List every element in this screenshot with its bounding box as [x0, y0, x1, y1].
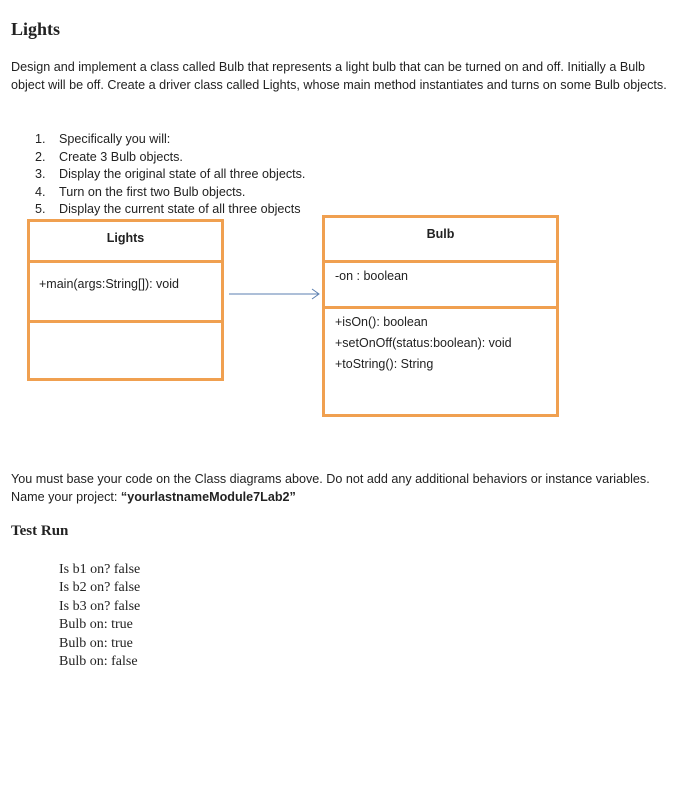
output-line: Bulb on: true: [59, 617, 133, 633]
list-text: Display the current state of all three objects: [59, 202, 301, 217]
intro-paragraph: Design and implement a class called Bulb that represents a light bulb that can be turned on and off. Initially a Bulb object will be off. Create a driver class called Lights, whose main method instantiates and turns on some Bulb objects.: [11, 60, 667, 92]
lights-class-name: Lights: [106, 231, 145, 245]
output-line: Bulb on: true: [59, 635, 133, 651]
bulb-attribute: -on : boolean: [335, 269, 408, 283]
list-text: Turn on the first two Bulb objects.: [59, 184, 246, 199]
list-text: Display the original state of all three objects.: [59, 167, 306, 182]
instructions-paragraph: [11, 470, 681, 506]
lights-method-divider: [30, 320, 221, 323]
test-run-output: [59, 561, 140, 671]
list-item: [35, 184, 305, 202]
list-item: [35, 166, 305, 184]
bulb-method: +toString(): String: [335, 357, 434, 371]
bulb-class-box: [322, 215, 559, 417]
bulb-attribute-divider: [325, 306, 556, 309]
list-item: [35, 131, 305, 149]
project-name: “yourlastnameModule7Lab2”: [120, 490, 296, 504]
bulb-method: +isOn(): boolean: [335, 315, 428, 329]
output-line: Is b2 on? false: [59, 580, 141, 596]
instructions-text: You must base your code on the Class diagrams above. Do not add any additional behaviors or instance variables. Name your project:: [11, 472, 650, 504]
list-number: 4.: [35, 184, 46, 199]
list-item: [35, 149, 305, 167]
output-line: Is b1 on? false: [59, 562, 141, 577]
bulb-name-divider: [325, 260, 556, 263]
list-number: 3.: [35, 167, 46, 182]
list-text: Specifically you will:: [59, 132, 171, 146]
list-item: [35, 201, 305, 219]
output-line: Is b3 on? false: [59, 598, 141, 614]
page-title: Lights: [11, 19, 61, 39]
output-line: Bulb on: false: [59, 654, 138, 670]
lights-method: +main(args:String[]): void: [39, 277, 179, 291]
bulb-method: +setOnOff(status:boolean): void: [335, 336, 512, 350]
list-text: Create 3 Bulb objects.: [59, 149, 183, 164]
list-number: 1.: [35, 132, 46, 146]
test-run-heading: Test Run: [11, 523, 69, 539]
list-number: 5.: [35, 202, 46, 217]
lights-class-box: [27, 219, 224, 381]
lights-name-divider: [30, 260, 221, 263]
steps-list: [35, 131, 305, 219]
list-number: 2.: [35, 149, 46, 164]
association-arrow: [228, 287, 324, 301]
bulb-class-name: Bulb: [426, 227, 455, 241]
